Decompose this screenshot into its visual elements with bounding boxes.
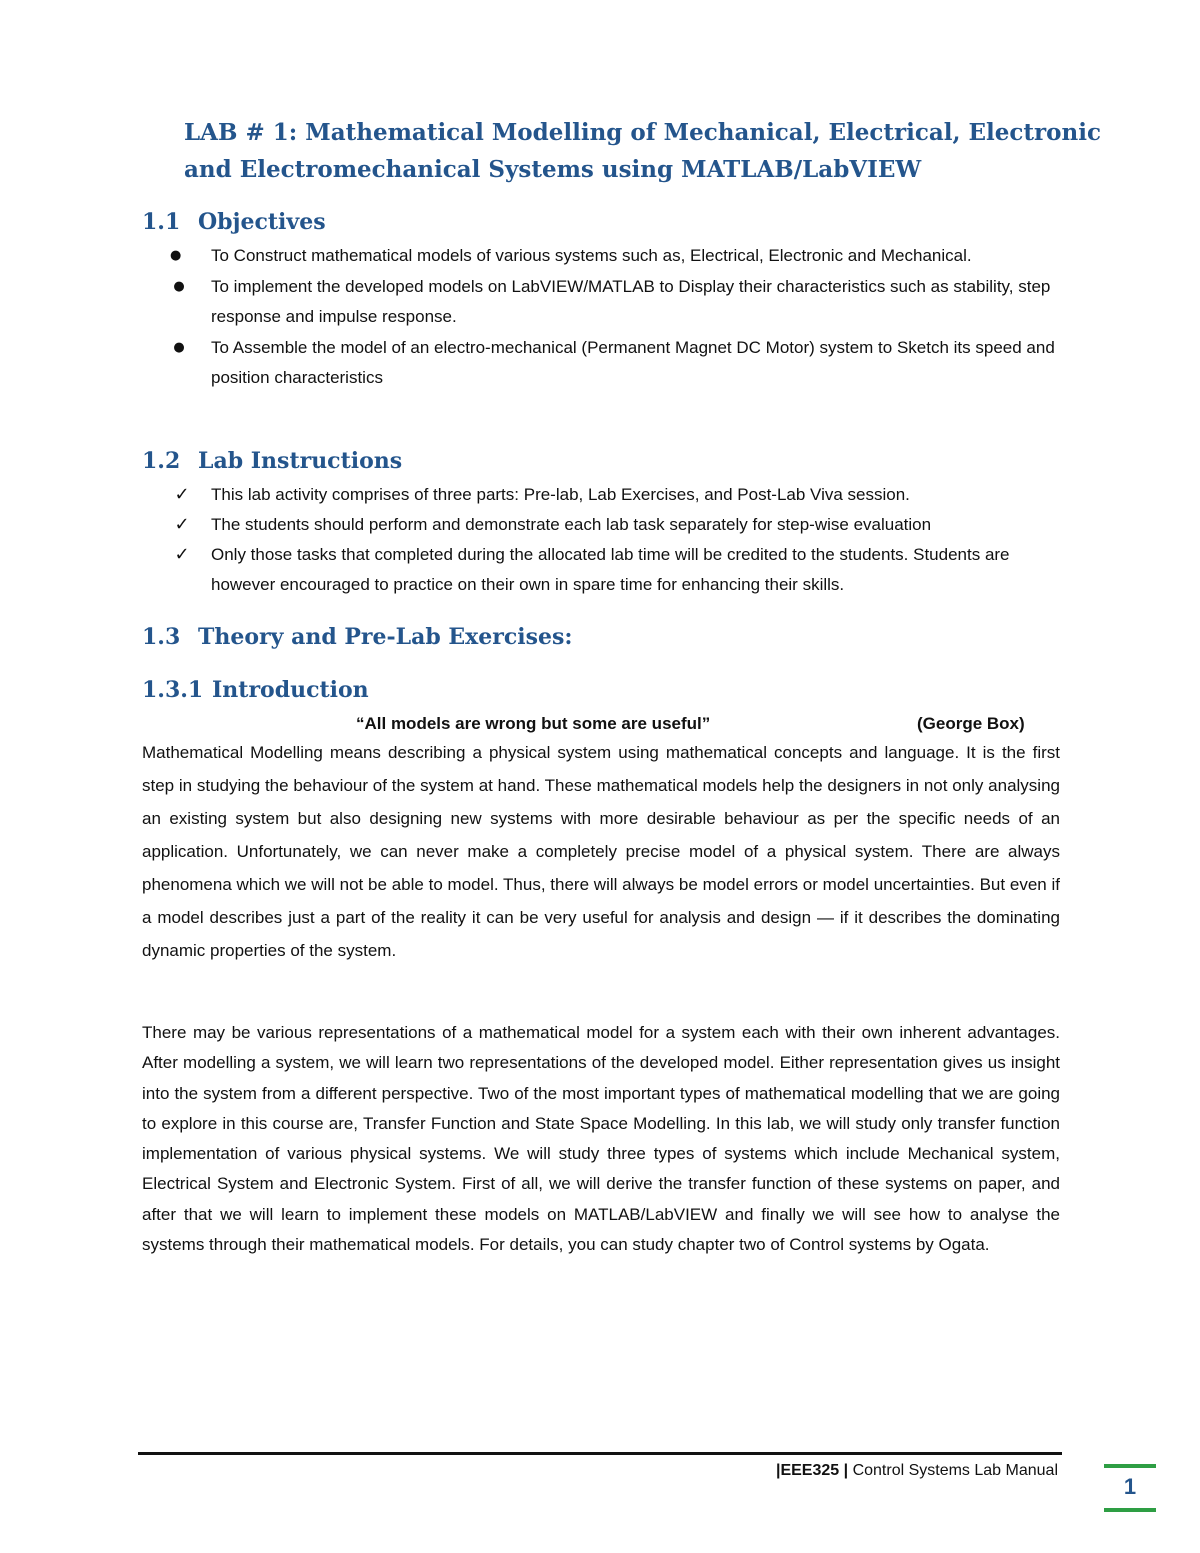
page-number-box	[1104, 1464, 1156, 1514]
instruction-item	[170, 480, 1060, 510]
objective-text: To Construct mathematical models of various systems such as, Electrical, Electronic and Mechanical.	[211, 246, 972, 265]
theory-heading	[142, 622, 573, 652]
instructions-number: 1.2	[142, 448, 181, 474]
lab-title-line-2: and Electromechanical Systems using MATLAB/LabVIEW	[184, 156, 922, 183]
page-number-top-bar	[1104, 1464, 1156, 1468]
instruction-text: The students should perform and demonstrate each lab task separately for step-wise evaluation	[211, 515, 932, 534]
objectives-list	[170, 241, 1060, 394]
objective-text: To Assemble the model of an electro-mechanical (Permanent Magnet DC Motor) system to Sketch its speed and position characteristics	[211, 337, 1055, 387]
introduction-paragraph-2: There may be various representations of a mathematical model for a system each with their own inherent advantages. After modelling a system, we will learn two representations of the developed model. Either representation gives us insight into the system from a different perspective. Two of the most important types of mathematical modelling that we are going to explore in this course are, Transfer Function and State Space Modelling. In this lab, we will study only transfer function implementation of various physical systems. We will study three types of systems which include Mechanical system, Electrical System and Electronic System. First of all, we will derive the transfer function of these systems on paper, and after that we will learn to implement these models on MATLAB/LabVIEW and finally we will see how to analyse the systems through their mathematical models. For details, you can study chapter two of Control systems by Ogata.	[142, 1023, 1060, 1255]
introduction-title: Introduction	[212, 677, 369, 703]
objective-text: To implement the developed models on LabVIEW/MATLAB to Display their characteristics such as stability, step response and impulse response.	[211, 276, 1051, 326]
quote-text: “All models are wrong but some are useful”	[356, 714, 711, 733]
footer-course-code: EEE325	[780, 1462, 840, 1479]
instructions-title: Lab Instructions	[198, 448, 403, 474]
bullet-dot-icon: ●	[173, 339, 185, 355]
objectives-number: 1.1	[142, 209, 181, 235]
instruction-text: Only those tasks that completed during the allocated lab time will be credited to the students. Students are however encouraged to practice on their own in spare time for enhancing their skills.	[211, 545, 1010, 594]
objectives-heading	[142, 207, 326, 237]
instruction-item	[170, 510, 1060, 540]
theory-title: Theory and Pre-Lab Exercises:	[198, 624, 573, 650]
introduction-heading	[142, 675, 369, 705]
footer-separator: |	[843, 1462, 849, 1479]
lab-title	[184, 114, 1101, 188]
objectives-title: Objectives	[198, 209, 326, 235]
bullet-dot-icon: ●	[170, 248, 182, 263]
objective-item	[170, 272, 1060, 333]
page-number: 1	[1123, 1474, 1137, 1499]
footer-label	[776, 1459, 1058, 1483]
checkmark-icon: ✓	[174, 544, 190, 565]
introduction-number: 1.3.1	[142, 677, 204, 703]
objective-item	[170, 333, 1060, 394]
lab-title-line-1: LAB # 1: Mathematical Modelling of Mechanical, Electrical, Electronic	[184, 119, 1101, 146]
checkmark-icon: ✓	[174, 484, 190, 505]
bullet-dot-icon: ●	[173, 278, 185, 294]
footer-separator: |	[775, 1462, 781, 1479]
instruction-text: This lab activity comprises of three parts: Pre-lab, Lab Exercises, and Post-Lab Viva session.	[211, 485, 910, 504]
introduction-paragraph-1: Mathematical Modelling means describing a physical system using mathematical concepts and language. It is the first step in studying the behaviour of the system at hand. These mathematical models help the designers in not only analysing an existing system but also designing new systems with more desirable behaviour as per the specific needs of an application. Unfortunately, we can never make a completely precise model of a physical system. There are always phenomena which we will not be able to model. Thus, there will always be model errors or model uncertainties. But even if a model describes just a part of the reality it can be very useful for analysis and design — if it describes the dominating dynamic properties of the system.	[142, 743, 1060, 960]
checkmark-icon: ✓	[174, 514, 190, 535]
footer-divider	[138, 1452, 1062, 1455]
instructions-list	[170, 480, 1060, 600]
footer-manual-title: Control Systems Lab Manual	[852, 1462, 1058, 1479]
objective-item	[170, 241, 1060, 272]
instructions-heading	[142, 446, 402, 476]
quote-author: (George Box)	[917, 714, 1025, 733]
instruction-item	[170, 540, 1060, 600]
page-number-bottom-bar	[1104, 1508, 1156, 1512]
theory-number: 1.3	[142, 624, 181, 650]
